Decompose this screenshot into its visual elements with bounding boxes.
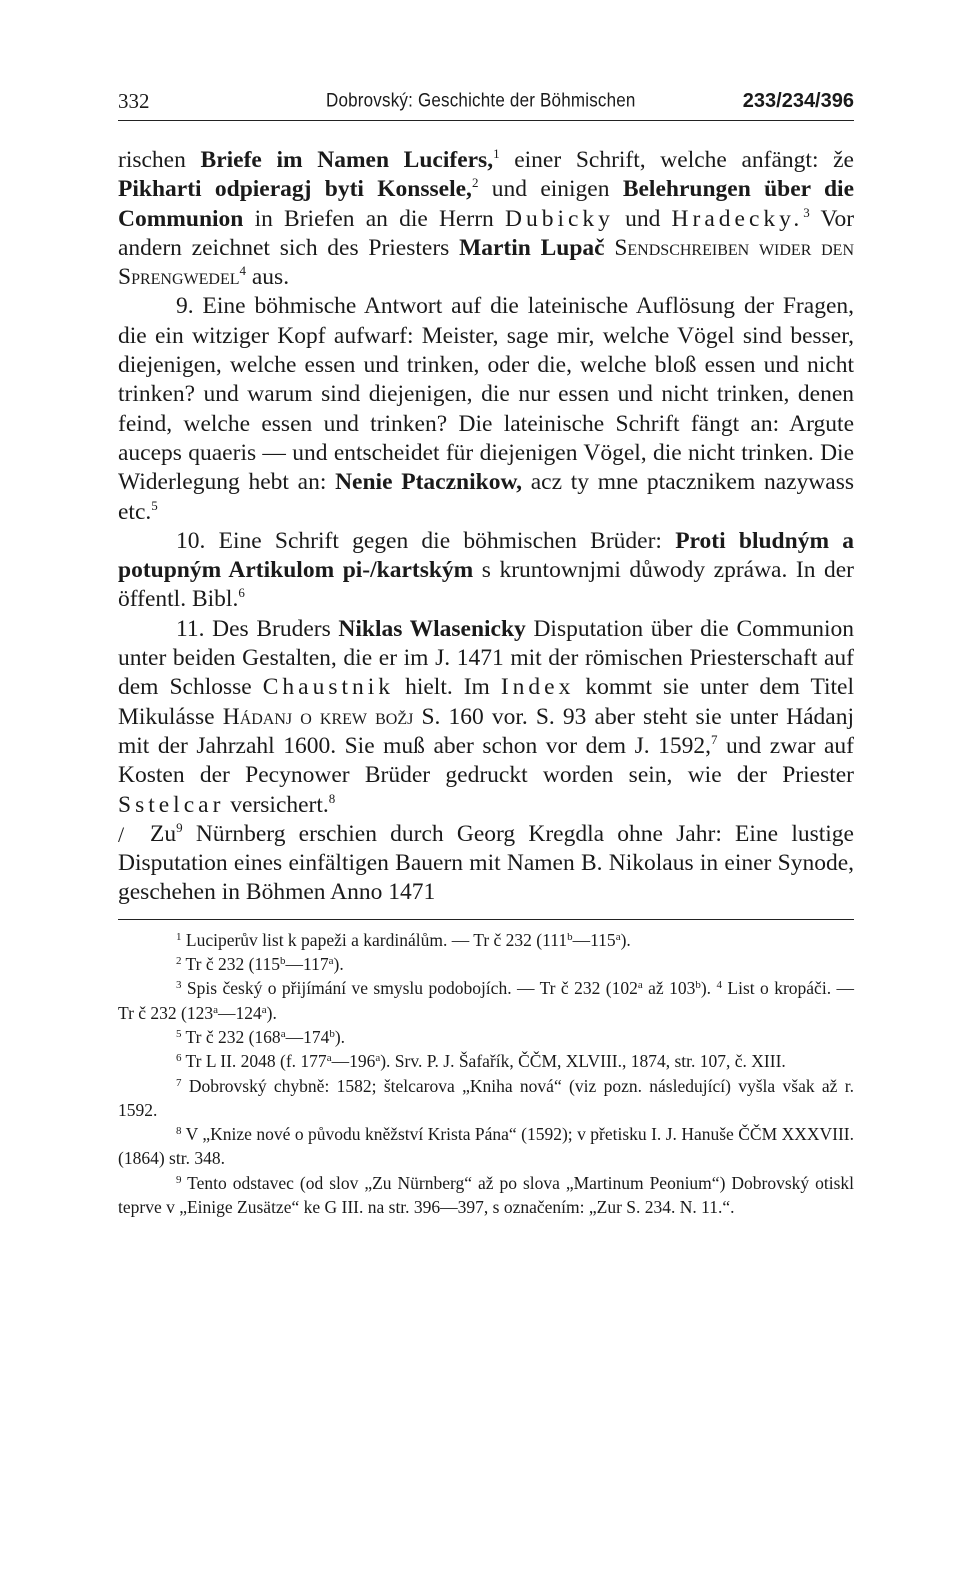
text-run: ). Srv. P. J. Šafařík, ČČM, XLVIII., 1874, str. 107, č. XIII. xyxy=(380,1051,786,1072)
bold-title: Belehrungen über die Communion xyxy=(118,176,854,232)
superscript: b xyxy=(567,930,573,943)
superscript: a xyxy=(261,1003,267,1016)
superscript: a xyxy=(615,930,621,943)
text-run: ). xyxy=(333,954,344,975)
spaced-name: Chaustnik xyxy=(262,674,395,701)
footnote-number: 9 xyxy=(176,1173,182,1186)
footnote-ref: 6 xyxy=(238,585,245,601)
text-run: Vor andern zeichnet sich des Priesters xyxy=(118,205,855,261)
text-run: V „Knize nové o původu kněžství Krista Pána“ (1592); v přetisku I. J. Hanuše ČČM XXXVIII. (1864) str. 348. xyxy=(118,1124,854,1169)
superscript: a xyxy=(280,1027,286,1040)
footnote xyxy=(118,928,854,952)
text-run: až 103 xyxy=(642,978,696,999)
superscript: a xyxy=(637,979,643,992)
bold-name: Niklas Wlasenicky xyxy=(338,615,526,642)
footnote xyxy=(118,1122,854,1171)
footnote-ref: 5 xyxy=(151,497,158,513)
text-run: einer Schrift, welche anfängt: že xyxy=(499,147,854,173)
footnote-ref: 8 xyxy=(328,790,336,806)
footnote-ref: 9 xyxy=(176,819,183,835)
text-run: und xyxy=(613,205,672,232)
text-run: Nürnberg erschien durch Georg Kregdla ohne Jahr: Eine lustige Disputation eines einfältigen Bauern mit Namen B. Nikolaus in einer Synode, geschehen in Böhmen Anno 1471 xyxy=(118,820,854,906)
footnote-ref: 4 xyxy=(239,263,246,279)
header-rule xyxy=(118,120,854,121)
running-title: Dobrovský: Geschichte der Böhmischen xyxy=(326,89,636,112)
text-run: Spis český o přijímání ve smyslu podobojích. — Tr č 232 (102 xyxy=(181,978,638,999)
insertion-mark: / xyxy=(118,821,125,847)
footnote-number: 7 xyxy=(176,1076,182,1089)
text-run: und zwar auf Kosten der Pecynower Brüder gedruckt worden sein, wie der Priester xyxy=(118,732,854,789)
bold-title: Briefe im Namen Lucifers, xyxy=(200,147,494,173)
spaced-name: Index xyxy=(500,674,575,701)
footnote xyxy=(118,1171,854,1220)
text-run: 11. Des Bruders xyxy=(176,615,339,642)
text-run: Luciperův list k papeži a kardinálům. — Tr č 232 (111 xyxy=(181,929,568,950)
superscript: a xyxy=(328,955,334,968)
text-run: —174 xyxy=(285,1026,330,1047)
footnote-number: 8 xyxy=(176,1125,182,1138)
footnote-number: 4 xyxy=(716,979,722,992)
spaced-name: Sstelcar xyxy=(118,791,225,818)
text-run: Disputation über die Communion unter beiden Gestalten, die er im J. 1471 mit der römischen Priesterschaft auf dem Schlosse xyxy=(118,615,854,701)
spaced-name: Hradecky. xyxy=(671,205,804,232)
superscript: a xyxy=(375,1052,381,1065)
superscript: b xyxy=(280,955,286,968)
footnote-ref: 7 xyxy=(711,731,718,747)
text-run: ). xyxy=(266,1002,277,1023)
small-caps-title: Hádanj o krew božj xyxy=(222,703,414,730)
footnote-ref: 1 xyxy=(493,146,500,161)
text-run: —124 xyxy=(218,1002,262,1023)
text-run: List o kropáči. — Tr č 232 (123 xyxy=(118,978,854,1023)
spaced-name: Dubicky xyxy=(504,205,614,232)
paragraph-9 xyxy=(118,292,854,526)
bold-name: Martin Lupač xyxy=(459,234,605,261)
text-run: Dobrovský chybně: 1582; štelcarova „Kniha nová“ (viz pozn. následující) vyšla však až r. 1592. xyxy=(118,1075,854,1120)
text-run: ). xyxy=(620,929,631,950)
text-run: Tr č 232 (168 xyxy=(181,1026,281,1047)
paragraph-11 xyxy=(118,615,854,820)
page-references: 233/234/396 xyxy=(742,90,854,112)
superscript: a xyxy=(213,1003,219,1016)
footnote xyxy=(118,1049,854,1073)
footnote-ref: 2 xyxy=(471,175,479,191)
text-run: versichert. xyxy=(224,791,329,818)
text-run: 10. Eine Schrift gegen die böhmischen Brüder: xyxy=(176,527,676,554)
text-run xyxy=(605,235,615,261)
text-run: rischen xyxy=(118,147,201,173)
footnote-number: 2 xyxy=(176,955,182,968)
text-run: Tento odstavec (od slov „Zu Nürnberg“ až po slova „Martinum Peonium“) Dobrovský otiskl teprve v „Einige Zusätze“ ke G III. na str. 396—397, s označením: „Zur S. 234. N. 11.“. xyxy=(118,1172,854,1217)
main-text xyxy=(118,146,854,908)
bold-title: Nenie Ptacznikow, xyxy=(335,469,522,496)
text-run: acz ty mne ptacznikem nazywass etc. xyxy=(118,469,854,525)
footnote xyxy=(118,976,854,1025)
small-caps-title: Sendschreiben wider den Sprengwedel xyxy=(118,234,855,291)
page-number: 332 xyxy=(118,89,150,113)
paragraph-continuation xyxy=(118,146,854,292)
text-run: Tr L II. 2048 (f. 177 xyxy=(181,1051,327,1072)
page xyxy=(118,88,854,1219)
footnotes xyxy=(118,928,854,1220)
text-run: ). xyxy=(700,978,717,999)
bold-title: Pikharti odpieragj byti Konssele, xyxy=(118,176,472,203)
text-run: s kruntownjmi důwody zpráwa. In der öffentl. Bibl. xyxy=(118,557,855,613)
text-run: —196 xyxy=(331,1051,376,1072)
footnote-number: 6 xyxy=(176,1052,182,1065)
superscript: a xyxy=(326,1052,332,1065)
footnote xyxy=(118,1074,854,1123)
footnote xyxy=(118,952,854,976)
text-run: hielt. Im xyxy=(394,674,501,701)
text-run: S. 160 vor. S. 93 aber steht sie unter Hádanj mit der Jahrzahl 1600. Sie muß aber schon vor dem J. 1592, xyxy=(118,703,854,759)
footnote-number: 3 xyxy=(176,979,182,992)
footnote-number: 5 xyxy=(176,1027,182,1040)
footnote-number: 1 xyxy=(176,930,182,943)
footnote-rule xyxy=(118,919,854,920)
text-run: ). xyxy=(334,1026,346,1047)
text-run: Zu xyxy=(150,820,177,847)
text-run: in Briefen an die Herrn xyxy=(243,205,505,232)
text-run: —117 xyxy=(285,954,329,975)
superscript: b xyxy=(329,1027,335,1040)
paragraph-addition xyxy=(118,820,854,908)
superscript: b xyxy=(695,979,701,992)
text-run: Tr č 232 (115 xyxy=(181,954,281,975)
text-run: kommt sie unter dem Titel Mikulásse xyxy=(118,674,855,730)
footnote xyxy=(118,1025,854,1049)
text-run: und einigen xyxy=(478,176,623,203)
paragraph-10 xyxy=(118,527,854,615)
bold-title: Proti bludným a potupným Artikulom pi-/kartským xyxy=(118,527,854,584)
text-run: —115 xyxy=(572,929,616,950)
footnote-ref: 3 xyxy=(803,204,810,220)
text-run: 9. Eine böhmische Antwort auf die lateinische Auflösung der Fragen, die ein witziger Kopf aufwarf: Meister, sage mir, welche Vögel sind besser, diejenigen, welche essen und trinken, oder die, welche bloß essen und nicht trinken? und warum sind diejenigen, die nur essen und nicht trinken, denen feind, welche essen und trinken? Die lateinische Schrift fängt an: Argute auceps quaeris — und entscheidet für diejenigen Vögel, die nicht trinken. Die Widerlegung hebt an: xyxy=(118,293,854,496)
text-run: aus. xyxy=(246,264,290,291)
running-head xyxy=(118,88,854,114)
